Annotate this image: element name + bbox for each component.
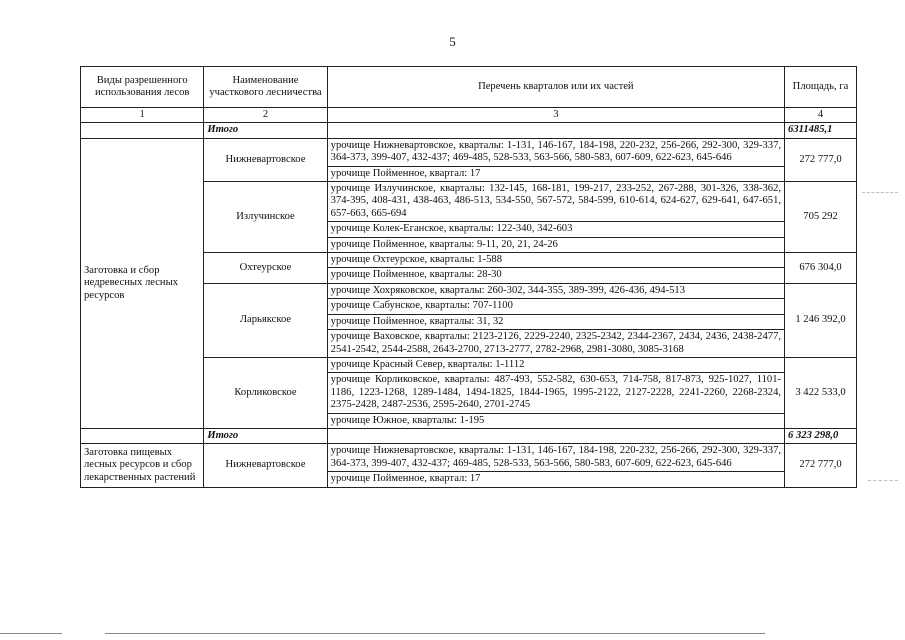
use-type-cell: Заготовка и сбор недревесных лесных ресурсов — [81, 138, 204, 428]
quarters-list-cell: урочище Пойменное, кварталы: 28-30 — [327, 268, 784, 283]
table-row — [81, 138, 857, 166]
column-number: 4 — [785, 108, 857, 123]
quarters-list-cell: урочище Пойменное, квартал: 17 — [327, 166, 784, 181]
total-row — [81, 123, 857, 138]
forestry-name-cell: Излучинское — [204, 182, 327, 253]
total-label: Итого — [204, 123, 327, 138]
forestry-name-cell: Охтеурское — [204, 253, 327, 284]
header-row — [81, 67, 857, 108]
total-row — [81, 428, 857, 443]
column-number-row — [81, 108, 857, 123]
quarters-list-cell: урочище Охтеурское, кварталы: 1-588 — [327, 253, 784, 268]
area-cell: 705 292 — [785, 182, 857, 253]
area-cell: 272 777,0 — [785, 138, 857, 181]
table-row — [81, 444, 857, 472]
quarters-list-cell: урочище Нижневартовское, кварталы: 1-131, 146-167, 184-198, 220-232, 256-266, 292-300, 329-337, 364-373, 399-407, 432-437; 469-485, 528-533, 563-566, 580-583, 607-609, 622-623, 645-646 — [327, 138, 784, 166]
header-use-type: Виды разрешенного использования лесов — [81, 67, 204, 108]
quarters-list-cell: урочище Пойменное, квартал: 17 — [327, 472, 784, 487]
area-cell: 676 304,0 — [785, 253, 857, 284]
quarters-list-cell: урочище Пойменное, кварталы: 31, 32 — [327, 314, 784, 329]
quarters-list-cell: урочище Колек-Еганское, кварталы: 122-340, 342-603 — [327, 222, 784, 237]
use-type-cell: Заготовка пищевых лесных ресурсов и сбор лекарственных растений — [81, 444, 204, 487]
quarters-list-cell: урочище Корликовское, кварталы: 487-493, 552-582, 630-653, 714-758, 817-873, 925-1027, 1101-1186, 1223-1268, 1289-1484, 1494-1825, 1844-1965, 1995-2122, 2127-2228, 2241-2260, 2268-2324, 2375-2428, 2487-2536, 2595-2640, 2701-2745 — [327, 373, 784, 413]
column-number: 2 — [204, 108, 327, 123]
quarters-list-cell: урочище Южное, кварталы: 1-195 — [327, 413, 784, 428]
forestry-name-cell: Нижневартовское — [204, 138, 327, 181]
column-number: 3 — [327, 108, 784, 123]
total-label: Итого — [204, 428, 327, 443]
quarters-list-cell: урочище Сабунское, кварталы: 707-1100 — [327, 299, 784, 314]
quarters-list-cell: урочище Красный Север, кварталы: 1-1112 — [327, 357, 784, 372]
forestry-name-cell: Корликовское — [204, 357, 327, 428]
forest-use-table — [80, 66, 857, 488]
quarters-list-cell: урочище Ваховское, кварталы: 2123-2126, 2229-2240, 2325-2342, 2344-2367, 2434, 2436, 2438-2477, 2541-2542, 2544-2588, 2643-2700, 2713-2777, 2782-2968, 2981-3080, 3085-3168 — [327, 330, 784, 358]
quarters-list-cell: урочище Пойменное, кварталы: 9-11, 20, 21, 24-26 — [327, 237, 784, 252]
forestry-name-cell: Нижневартовское — [204, 444, 327, 487]
header-quarters: Перечень кварталов или их частей — [327, 67, 784, 108]
column-number: 1 — [81, 108, 204, 123]
quarters-list-cell: урочище Излучинское, кварталы: 132-145, 168-181, 199-217, 233-252, 267-288, 301-326, 338-362, 374-395, 408-431, 438-463, 486-513, 534-550, 567-572, 584-599, 610-614, 624-627, 629-641, 647-651, 657-663, 665-694 — [327, 182, 784, 222]
forestry-name-cell: Ларьякское — [204, 283, 327, 357]
total-value: 6 323 298,0 — [785, 428, 857, 443]
area-cell: 272 777,0 — [785, 444, 857, 487]
quarters-list-cell: урочище Нижневартовское, кварталы: 1-131, 146-167, 184-198, 220-232, 256-266, 292-300, 329-337, 364-373, 399-407, 432-437; 469-485, 528-533, 563-566, 580-583, 607-609, 622-623, 645-646 — [327, 444, 784, 472]
header-forestry: Наименование участкового лесничества — [204, 67, 327, 108]
quarters-list-cell: урочище Хохряковское, кварталы: 260-302, 344-355, 389-399, 426-436, 494-513 — [327, 283, 784, 298]
page-number: 5 — [449, 34, 456, 49]
area-cell: 3 422 533,0 — [785, 357, 857, 428]
total-value: 6311485,1 — [785, 123, 857, 138]
area-cell: 1 246 392,0 — [785, 283, 857, 357]
header-area: Площадь, га — [785, 67, 857, 108]
